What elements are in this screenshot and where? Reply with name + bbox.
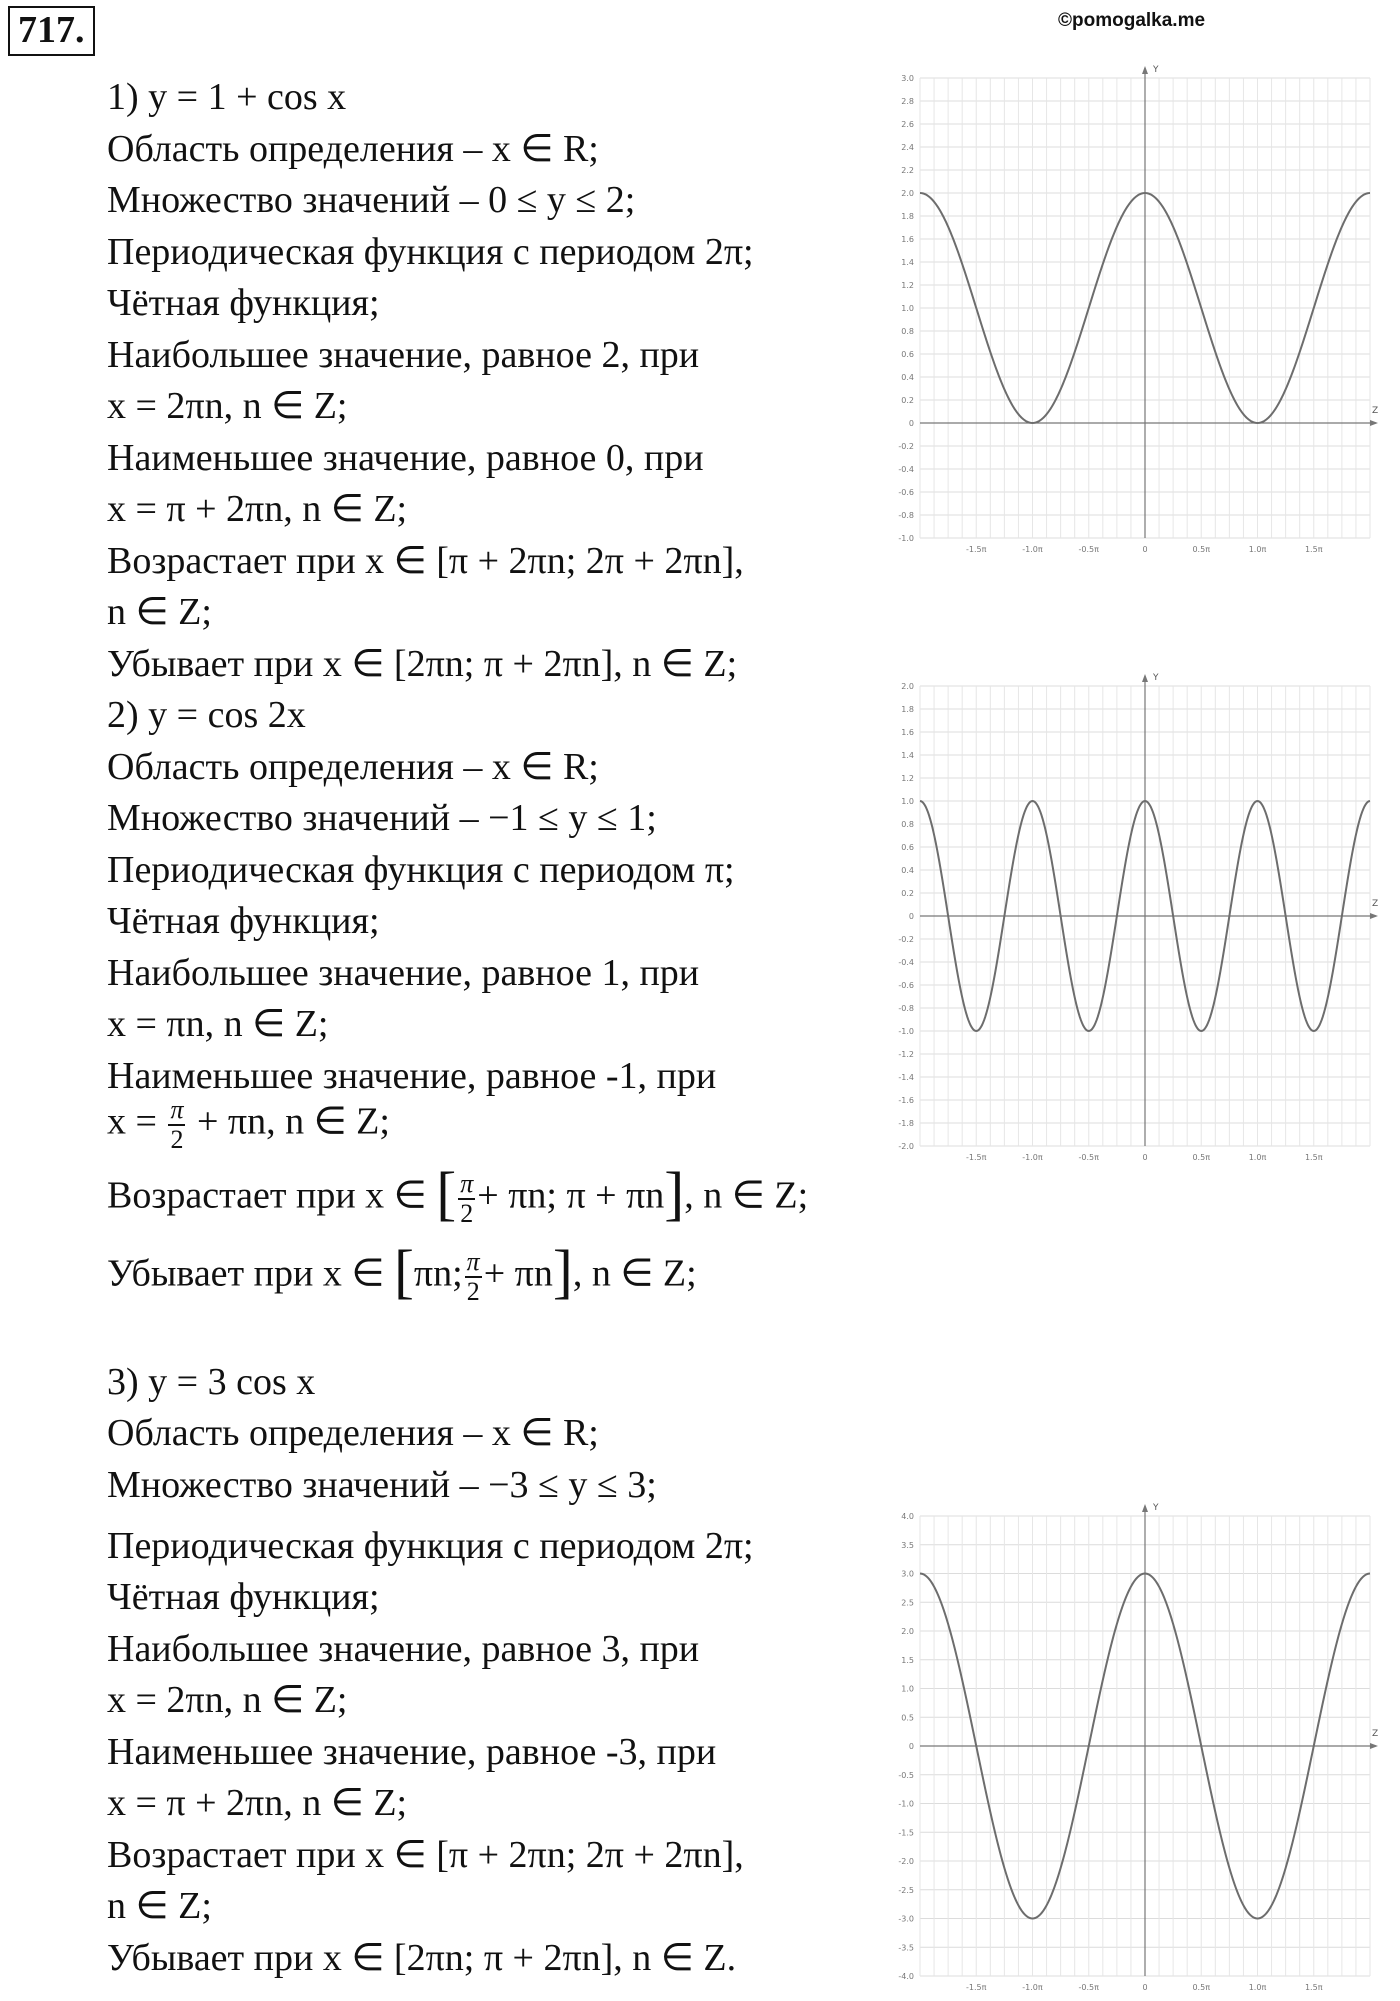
y-tick-label: -1.6 (898, 1096, 914, 1105)
y-tick-label: -0.2 (898, 935, 914, 944)
x-tick-label: -1.0π (1022, 1153, 1043, 1162)
y-tick-label: 1.0 (901, 797, 914, 806)
y-tick-label: 3.5 (901, 1540, 914, 1550)
y-tick-label: 2.4 (901, 143, 914, 152)
graph-3-svg (880, 1500, 1380, 2000)
y-tick-label: -0.2 (898, 442, 914, 451)
y-tick-label: -1.0 (898, 534, 914, 543)
y-tick-label: 1.4 (901, 751, 914, 760)
y-tick-label: 1.8 (901, 212, 914, 221)
x-tick-label: 1.0π (1248, 1153, 1267, 1162)
text-line: Множество значений – −1 ≤ y ≤ 1; (107, 797, 657, 839)
y-tick-label: -2.5 (898, 1885, 914, 1895)
y-tick-label: 1.6 (901, 728, 914, 737)
x-tick-label: -1.5π (966, 1153, 987, 1162)
y-tick-label: -1.0 (898, 1799, 914, 1809)
fraction-pi-over-2: $\frac{\pi}{2}$ (170, 1095, 184, 1154)
text-line: x = 2πn, n ∈ Z; (107, 385, 348, 427)
text-line: Чётная функция; (107, 282, 380, 324)
y-axis-label: Y (1153, 673, 1159, 683)
x-tick-label: 0.5π (1192, 545, 1211, 554)
y-tick-label: 3.0 (901, 74, 914, 83)
y-axis-label: Y (1153, 1503, 1159, 1513)
y-tick-label: 0.5 (901, 1713, 914, 1723)
x-axis-label: Z (1372, 899, 1379, 909)
min-x-line-2: x = $\frac{\pi}{2}$ + πn, n ∈ Z; (107, 1095, 390, 1154)
y-tick-label: 1.8 (901, 705, 914, 714)
text-line: Область определения – x ∈ R; (107, 1412, 599, 1454)
y-tick-label: 0.6 (901, 350, 914, 359)
y-tick-label: 4.0 (901, 1512, 914, 1521)
y-tick-label: 0.8 (901, 820, 914, 829)
text-line: n ∈ Z; (107, 1885, 212, 1927)
text-line: Наибольшее значение, равное 2, при (107, 334, 700, 376)
y-tick-label: 1.5 (901, 1655, 914, 1665)
y-tick-label: 0 (908, 1742, 914, 1751)
y-tick-label: -0.5 (898, 1770, 914, 1780)
y-tick-label: 2.0 (901, 1627, 914, 1636)
y-tick-label: -3.0 (898, 1914, 914, 1924)
x-tick-label: 0 (1142, 1153, 1148, 1162)
y-tick-label: -0.8 (898, 511, 914, 520)
y-tick-label: -0.6 (898, 981, 914, 990)
text-line: Убывает при x ∈ [2πn; π + 2πn], n ∈ Z. (107, 1937, 737, 1979)
decreasing-interval-line-2: Убывает при x ∈ [πn; $\frac{\pi}{2}$ + πn], n ∈ Z; (107, 1238, 697, 1306)
text-line: Чётная функция; (107, 1576, 380, 1618)
text-line: Периодическая функция с периодом 2π; (107, 231, 754, 273)
x-axis-arrow (1370, 1743, 1378, 1749)
y-tick-label: 2.2 (901, 166, 914, 175)
y-axis-label: Y (1153, 65, 1159, 75)
text-line: Наименьшее значение, равное 0, при (107, 437, 704, 479)
y-tick-label: 2.5 (901, 1598, 914, 1608)
y-tick-label: -2.0 (898, 1142, 914, 1151)
x-tick-label: -0.5π (1078, 545, 1099, 554)
y-tick-label: 1.6 (901, 235, 914, 244)
text-line: x = 2πn, n ∈ Z; (107, 1679, 348, 1721)
y-tick-label: 0.2 (901, 889, 914, 898)
x-tick-label: 1.0π (1248, 1983, 1267, 1992)
y-axis-arrow (1142, 66, 1148, 74)
x-tick-label: 1.5π (1304, 545, 1323, 554)
text-line: Область определения – x ∈ R; (107, 746, 599, 788)
y-tick-label: 0.4 (901, 373, 914, 382)
x-axis-label: Z (1372, 406, 1379, 416)
y-tick-label: 1.2 (901, 281, 914, 290)
y-tick-label: 1.4 (901, 258, 914, 267)
graph-3 (880, 1500, 1380, 2000)
y-tick-label: 0.6 (901, 843, 914, 852)
y-tick-label: 2.0 (901, 682, 914, 691)
text-line: Возрастает при x ∈ [π + 2πn; 2π + 2πn], (107, 540, 744, 582)
text-line: Наибольшее значение, равное 3, при (107, 1628, 700, 1670)
y-tick-label: -1.2 (898, 1050, 914, 1059)
graph-2 (880, 670, 1380, 1170)
y-tick-label: -1.4 (898, 1073, 914, 1082)
text-line: Множество значений – −3 ≤ y ≤ 3; (107, 1464, 657, 1506)
y-axis-arrow (1142, 1504, 1148, 1512)
y-tick-label: 0 (908, 912, 914, 921)
watermark: ©pomogalka.me (1058, 10, 1206, 31)
y-tick-label: 1.0 (901, 304, 914, 313)
text-line: Наименьшее значение, равное -1, при (107, 1055, 717, 1097)
text-line: Возрастает при x ∈ [π + 2πn; 2π + 2πn], (107, 1834, 744, 1876)
text-line: 1) y = 1 + cos x (107, 76, 347, 118)
y-tick-label: -2.0 (898, 1857, 914, 1866)
problem-number: 717. (8, 6, 95, 56)
y-tick-label: 2.6 (901, 120, 914, 129)
x-tick-label: -1.0π (1022, 545, 1043, 554)
fraction-pi-over-2: $\frac{\pi}{2}$ (460, 1169, 474, 1228)
y-tick-label: -0.4 (898, 465, 914, 474)
y-tick-label: -0.8 (898, 1004, 914, 1013)
x-axis-label: Z (1372, 1729, 1379, 1739)
x-axis-arrow (1370, 913, 1378, 919)
y-tick-label: 0.4 (901, 866, 914, 875)
y-tick-label: -0.4 (898, 958, 914, 967)
x-tick-label: -1.0π (1022, 1983, 1043, 1992)
y-tick-label: 0 (908, 419, 914, 428)
text-line: Наибольшее значение, равное 1, при (107, 952, 700, 994)
text-line: Наименьшее значение, равное -3, при (107, 1731, 717, 1773)
y-tick-label: 2.0 (901, 189, 914, 198)
x-axis-arrow (1370, 420, 1378, 426)
x-tick-label: 0.5π (1192, 1983, 1211, 1992)
y-tick-label: -1.8 (898, 1119, 914, 1128)
text-line: Убывает при x ∈ [2πn; π + 2πn], n ∈ Z; (107, 643, 738, 685)
graph-2-svg (880, 670, 1380, 1170)
x-tick-label: -0.5π (1078, 1983, 1099, 1992)
text-line: x = π + 2πn, n ∈ Z; (107, 488, 408, 530)
increasing-interval-line-2: Возрастает при x ∈ [ $\frac{\pi}{2}$ + πn; π + πn], n ∈ Z; (107, 1160, 809, 1228)
y-tick-label: -1.5 (898, 1828, 914, 1838)
y-tick-label: -0.6 (898, 488, 914, 497)
x-tick-label: -1.5π (966, 545, 987, 554)
y-tick-label: -3.5 (898, 1943, 914, 1953)
y-tick-label: -4.0 (898, 1972, 914, 1981)
x-tick-label: 0 (1142, 1983, 1148, 1992)
text-line: Чётная функция; (107, 900, 380, 942)
y-tick-label: 1.2 (901, 774, 914, 783)
y-tick-label: 0.2 (901, 396, 914, 405)
x-tick-label: 1.0π (1248, 545, 1267, 554)
text-line: 2) y = cos 2x (107, 694, 306, 736)
x-tick-label: 1.5π (1304, 1153, 1323, 1162)
text-line: Множество значений – 0 ≤ y ≤ 2; (107, 179, 636, 221)
text-line: Периодическая функция с периодом 2π; (107, 1525, 754, 1567)
graph-1 (880, 62, 1380, 562)
y-tick-label: 3.0 (901, 1569, 914, 1579)
y-tick-label: 0.8 (901, 327, 914, 336)
x-tick-label: 1.5π (1304, 1983, 1323, 1992)
text-line: Область определения – x ∈ R; (107, 128, 599, 170)
x-tick-label: 0.5π (1192, 1153, 1211, 1162)
y-tick-label: -1.0 (898, 1027, 914, 1036)
text-line: 3) y = 3 cos x (107, 1361, 316, 1403)
text-line: x = πn, n ∈ Z; (107, 1003, 329, 1045)
text-line: x = π + 2πn, n ∈ Z; (107, 1782, 408, 1824)
fraction-pi-over-2: $\frac{\pi}{2}$ (466, 1247, 480, 1306)
y-tick-label: 1.0 (901, 1684, 914, 1694)
x-tick-label: -1.5π (966, 1983, 987, 1992)
text-line: Периодическая функция с периодом π; (107, 849, 735, 891)
text-line: n ∈ Z; (107, 591, 212, 633)
x-tick-label: 0 (1142, 545, 1148, 554)
y-tick-label: 2.8 (901, 97, 914, 106)
graph-1-svg (880, 62, 1380, 562)
x-tick-label: -0.5π (1078, 1153, 1099, 1162)
y-axis-arrow (1142, 674, 1148, 682)
